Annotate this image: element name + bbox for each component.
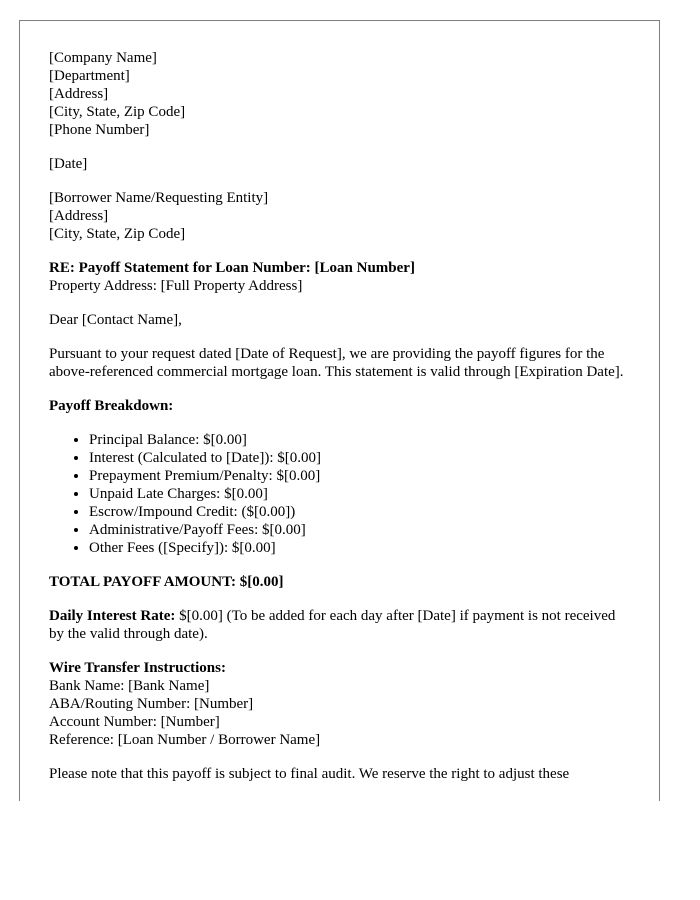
salutation: Dear [Contact Name], [49,312,182,328]
daily-interest-paragraph [49,607,629,643]
daily-interest-label: Daily Interest Rate: [49,608,176,624]
list-item: • Other Fees ([Specify]): $[0.00] [89,539,629,557]
intro-paragraph: Pursuant to your request dated [Date of Request], we are providing the payoff figures for the above-referenced commercial mortgage loan. This statement is valid through [Expiration Date]. [49,346,624,380]
sender-city-state-zip: [City, State, Zip Code] [49,104,186,120]
closing-paragraph: Please note that this payoff is subject to final audit. We reserve the right to adjust these [49,766,570,782]
wire-aba-number: ABA/Routing Number: [Number] [49,696,254,712]
wire-instructions [49,659,629,749]
date-text: [Date] [49,156,88,172]
wire-bank-name: Bank Name: [Bank Name] [49,678,210,694]
wire-heading: Wire Transfer Instructions: [49,660,226,676]
property-address-line: Property Address: [Full Property Address] [49,278,303,294]
sender-company: [Company Name] [49,50,157,66]
total-payoff-amount: TOTAL PAYOFF AMOUNT: $[0.00] [49,574,284,590]
re-line: RE: Payoff Statement for Loan Number: [Loan Number] [49,260,415,276]
breakdown-heading: Payoff Breakdown: [49,398,174,414]
sender-address: [Address] [49,86,109,102]
recipient-name: [Borrower Name/Requesting Entity] [49,190,269,206]
breakdown-list [49,431,629,557]
letter-content [49,49,629,799]
sender-phone: [Phone Number] [49,122,150,138]
letter-date [49,155,629,173]
list-item: • Prepayment Premium/Penalty: $[0.00] [89,467,629,485]
wire-account-number: Account Number: [Number] [49,714,220,730]
recipient-address: [Address] [49,208,109,224]
recipient-city-state-zip: [City, State, Zip Code] [49,226,186,242]
wire-reference: Reference: [Loan Number / Borrower Name] [49,732,321,748]
list-item: • Escrow/Impound Credit: ($[0.00]) [89,503,629,521]
subject-block [49,259,629,295]
recipient-block [49,189,629,243]
list-item: • Principal Balance: $[0.00] [89,431,629,449]
list-item: • Unpaid Late Charges: $[0.00] [89,485,629,503]
sender-block [49,49,629,139]
list-item: • Administrative/Payoff Fees: $[0.00] [89,521,629,539]
sender-department: [Department] [49,68,130,84]
list-item: • Interest (Calculated to [Date]): $[0.00] [89,449,629,467]
letter-page [19,20,660,801]
daily-interest-text: $[0.00] (To be added for each day after [Date] if payment is not received by the valid through date). [49,608,616,642]
